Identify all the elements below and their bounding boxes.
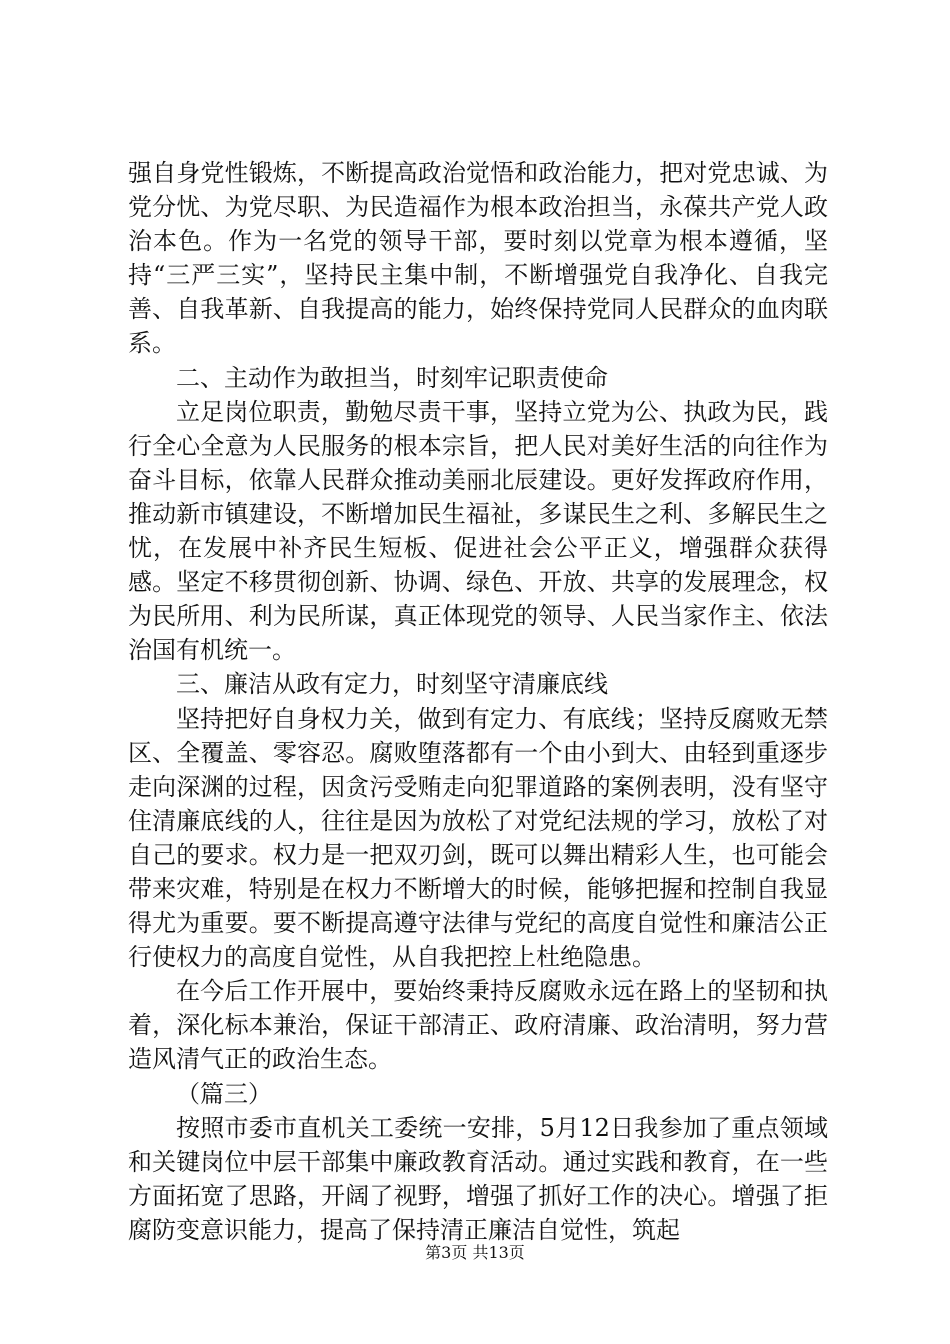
- paragraph-future-work: 在今后工作开展中，要始终秉持反腐败永远在路上的坚韧和执着，深化标本兼治，保证干部清正、政府清廉、政治清明，努力营造风清气正的政治生态。: [128, 977, 828, 1074]
- paragraph-education-activity: 按照市委市直机关工委统一安排，5月12日我参加了重点领域和关键岗位中层干部集中廉政教育活动。通过实践和教育，在一些方面拓宽了思路，开阔了视野，增强了抓好工作的决心。增强了拒腐防变意识能力，提高了保持清正廉洁自觉性，筑起: [128, 1113, 828, 1244]
- paragraph-integrity: 坚持把好自身权力关，做到有定力、有底线；坚持反腐败无禁区、全覆盖、零容忍。腐败堕落都有一个由小到大、由轻到重逐步走向深渊的过程，因贪污受贿走向犯罪道路的案例表明，没有坚守住清廉底线的人，往往是因为放松了对党纪法规的学习，放松了对自己的要求。权力是一把双刃剑，既可以舞出精彩人生，也可能会带来灾难，特别是在权力不断增大的时候，能够把握和控制自我显得尤为重要。要不断提高遵守法律与党纪的高度自觉性和廉洁公正行使权力的高度自觉性，从自我把控上杜绝隐患。: [128, 704, 828, 972]
- paragraph-duty: 立足岗位职责，勤勉尽责干事，坚持立党为公、执政为民，践行全心全意为人民服务的根本宗旨，把人民对美好生活的向往作为奋斗目标，依靠人民群众推动美丽北辰建设。更好发挥政府作用，推动新市镇建设，不断增加民生福祉，多谋民生之利、多解民生之忧，在发展中补齐民生短板、促进社会公平正义，增强群众获得感。坚定不移贯彻创新、协调、绿色、开放、共享的发展理念，权为民所用、利为民所谋，真正体现党的领导、人民当家作主、依法治国有机统一。: [128, 397, 828, 665]
- section-heading-2: 二、主动作为敢担当，时刻牢记职责使命: [176, 363, 608, 392]
- page-number-footer: 第3页 共13页: [425, 1243, 525, 1262]
- section-heading-3: 三、廉洁从政有定力，时刻坚守清廉底线: [176, 670, 608, 699]
- paragraph-party-spirit: 强自身党性锻炼，不断提高政治觉悟和政治能力，把对党忠诚、为党分忧、为党尽职、为民造福作为根本政治担当，永葆共产党人政治本色。作为一名党的领导干部，要时刻以党章为根本遵循，坚持“三严三实”，坚持民主集中制，不断增强党自我净化、自我完善、自我革新、自我提高的能力，始终保持党同人民群众的血肉联系。: [128, 159, 828, 358]
- document-body: [128, 156, 828, 1247]
- part-heading-3: （篇三）: [176, 1079, 272, 1108]
